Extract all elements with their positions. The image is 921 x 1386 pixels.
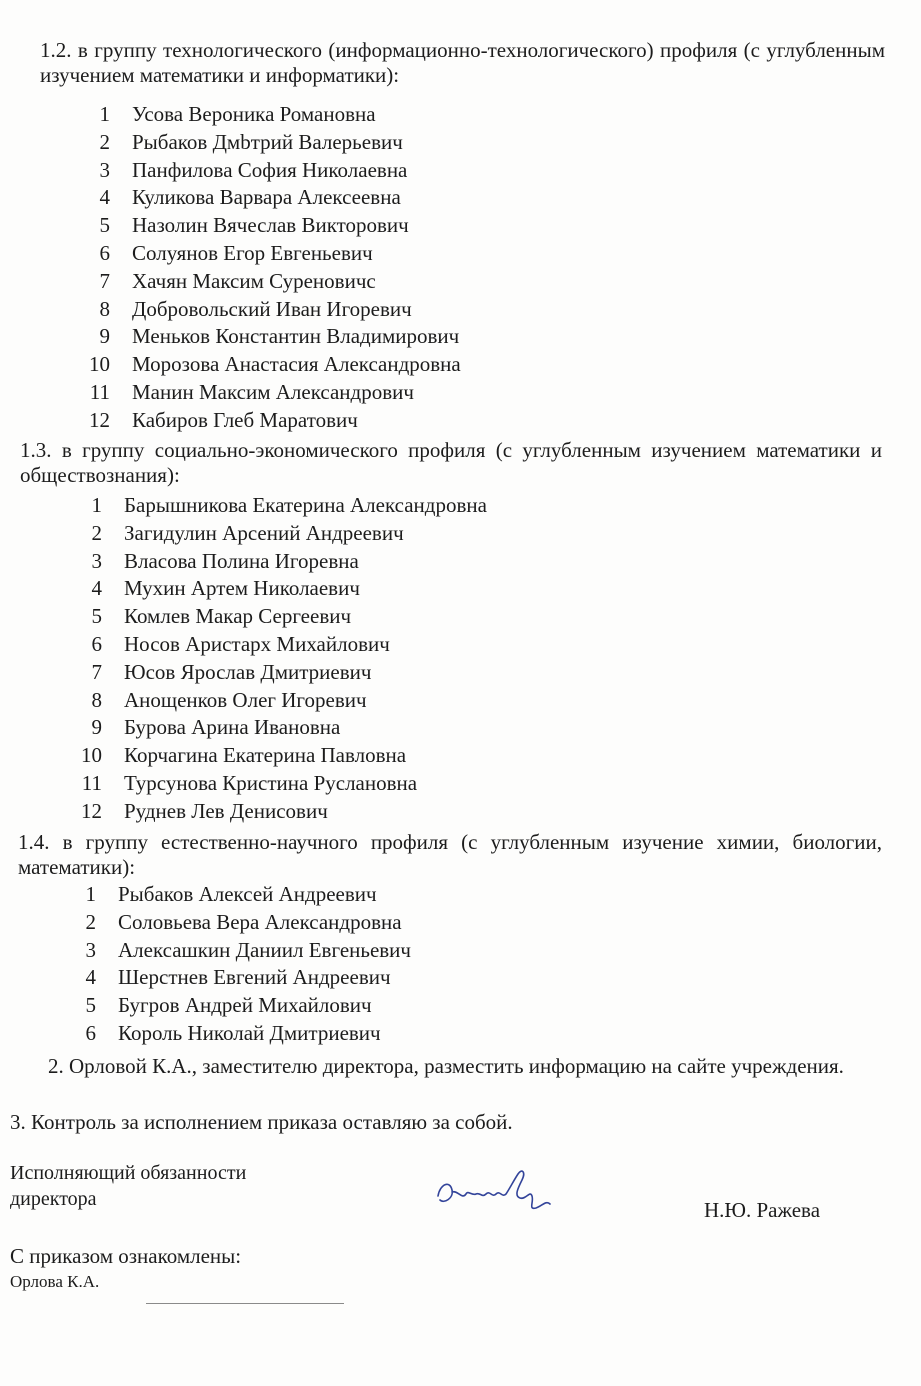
student-name: Король Николай Дмитриевич: [118, 1020, 381, 1045]
student-name: Бурова Арина Ивановна: [124, 715, 341, 740]
student-name: Барышникова Екатерина Александровна: [124, 493, 487, 517]
signature-line: [146, 1303, 344, 1304]
student-name: Корчагина Екатерина Павловна: [124, 743, 407, 768]
student-name: Меньков Константин Владимирович: [132, 324, 460, 349]
item-3-text: 3. Контроль за исполнением приказа оставляю за собой.: [10, 1110, 513, 1134]
position-title-line1: Исполняющий обязанности: [10, 1162, 247, 1184]
student-name: Рыбаков Дмbтрий Валерьевич: [132, 129, 403, 154]
student-name: Морозова Анастасия Александровна: [132, 352, 461, 377]
student-name: Алексашкин Даниил Евгеньевич: [118, 937, 411, 962]
student-name: Манин Максим Александрович: [132, 379, 414, 404]
student-name: Загидулин Арсений Андреевич: [124, 520, 404, 545]
student-name: Комлев Макар Сергеевич: [124, 604, 352, 629]
student-name: Панфилова София Николаевна: [132, 157, 408, 182]
student-name: Власова Полина Игоревна: [124, 548, 359, 573]
student-name: Руднев Лев Денисович: [124, 798, 328, 823]
section-1-3-heading: 1.3. в группу социально-экономического профиля (с углубленным изучением математики и обществознания):: [20, 438, 882, 487]
student-name: Назолин Вячеслав Викторович: [132, 213, 409, 238]
handwritten-signature: [432, 1160, 562, 1222]
document-page: 1.2. в группу технологического (информационно-технологического) профиля (с углубленным изучением математики и информатики): 1 Усова Вероника Романовна 2 Рыбаков Дмbтрий Валерьевич 3 Панфилова София Николаевна 4 Куликова Варвара Алексеевна 5 Назолин Вячеслав Викторович 6 Солуянов Егор Евгеньевич 7 Хачян Максим Суреновичс 8 Добровольский Иван Игоревич 9 Меньков Константин Владимирович 10 Морозова Анастасия Александровна 11 Манин Максим Александрович 12 Кабиров Глеб Маратович 1.3. в группу социально-экономического профиля (с углубленным изучением математики и обществознания): 1 Барышникова Екатерина Александровна 2 Загидулин Арсений Андреевич 3 Власова Полина Игоревна 4 Мухин Артем Николаевич 5 Комлев Макар Сергеевич 6 Носов Аристарх Михайлович 7 Юсов Ярослав Дмитриевич 8 Анощенков Олег Игоревич 9 Бурова Арина Ивановна 10 Корчагина Екатерина Павловна 11 Турсунова Кристина Руслановна 12 Руднев Лев Денисович 1.4. в группу естественно-научного профиля (с углубленным изучение химии, биологии, математики): 1 Рыбаков Алексей Андреевич 2 Соловьева Вера Александровна 3 Алексашкин Даниил Евгеньевич 4 Шерстнев Евгений Андреевич 5 Бугров Андрей Михайлович 6 Король Николай Дмитриевич 2. Орловой К.А., заместителю директора, разместить информацию на сайте учреждения. 3. Контроль за исполнением приказа оставляю за собой. Исполняющий обязанности директора Н.Ю. Ражева С приказом ознакомлены: Орлова К.А.: [0, 0, 921, 1386]
acknowledged-person: Орлова К.А.: [10, 1272, 100, 1291]
student-name: Бугров Андрей Михайлович: [118, 993, 372, 1018]
acknowledgement-title: С приказом ознакомлены:: [10, 1244, 242, 1268]
student-name: Рыбаков Алексей Андреевич: [118, 882, 377, 906]
student-name: Юсов Ярослав Дмитриевич: [124, 659, 372, 684]
student-name: Куликова Варвара Алексеевна: [132, 185, 401, 210]
director-name: Н.Ю. Ражева: [704, 1198, 821, 1222]
student-name: Носов Аристарх Михайлович: [124, 631, 390, 656]
position-title-line2: директора: [10, 1188, 97, 1210]
student-name: Турсунова Кристина Руслановна: [124, 770, 418, 795]
student-name: Шерстнев Евгений Андреевич: [118, 965, 391, 990]
section-1-2-heading: 1.2. в группу технологического (информационно-технологического) профиля (с углубленным изучением математики и информатики):: [40, 38, 885, 87]
student-name: Усова Вероника Романовна: [132, 102, 376, 126]
student-name: Кабиров Глеб Маратович: [132, 407, 358, 432]
student-name: Добровольский Иван Игоревич: [132, 296, 412, 321]
item-2-text: 2. Орловой К.А., заместителю директора, разместить информацию на сайте учреждения.: [48, 1054, 844, 1078]
student-name: Анощенков Олег Игоревич: [124, 687, 367, 712]
student-name: Соловьева Вера Александровна: [118, 909, 402, 934]
student-name: Солуянов Егор Евгеньевич: [132, 240, 373, 265]
student-name: Мухин Артем Николаевич: [124, 576, 360, 601]
student-name: Хачян Максим Суреновичс: [132, 268, 376, 293]
section-1-4-heading: 1.4. в группу естественно-научного профиля (с углубленным изучение химии, биологии, математики):: [18, 830, 882, 879]
